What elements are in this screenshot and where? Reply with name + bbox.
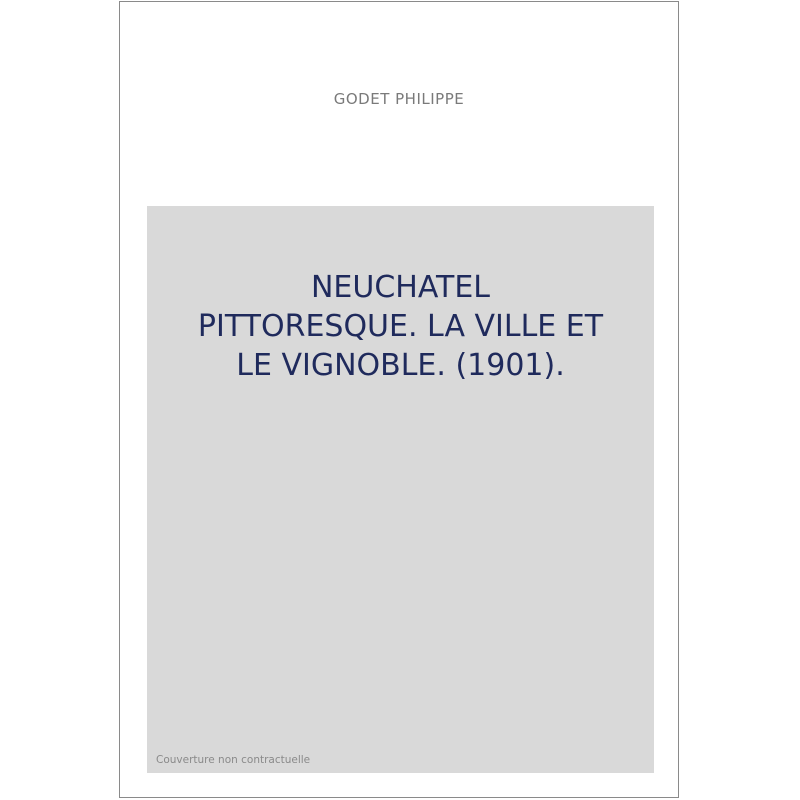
- title-line: LE VIGNOBLE. (1901).: [236, 348, 565, 383]
- title-line: PITTORESQUE. LA VILLE ET: [197, 309, 604, 344]
- book-title: [163, 268, 638, 385]
- title-line: NEUCHATEL: [310, 270, 491, 305]
- cover-disclaimer: Couverture non contractuelle: [156, 754, 311, 766]
- author-name: GODET PHILIPPE: [333, 90, 465, 108]
- title-panel: [147, 206, 654, 773]
